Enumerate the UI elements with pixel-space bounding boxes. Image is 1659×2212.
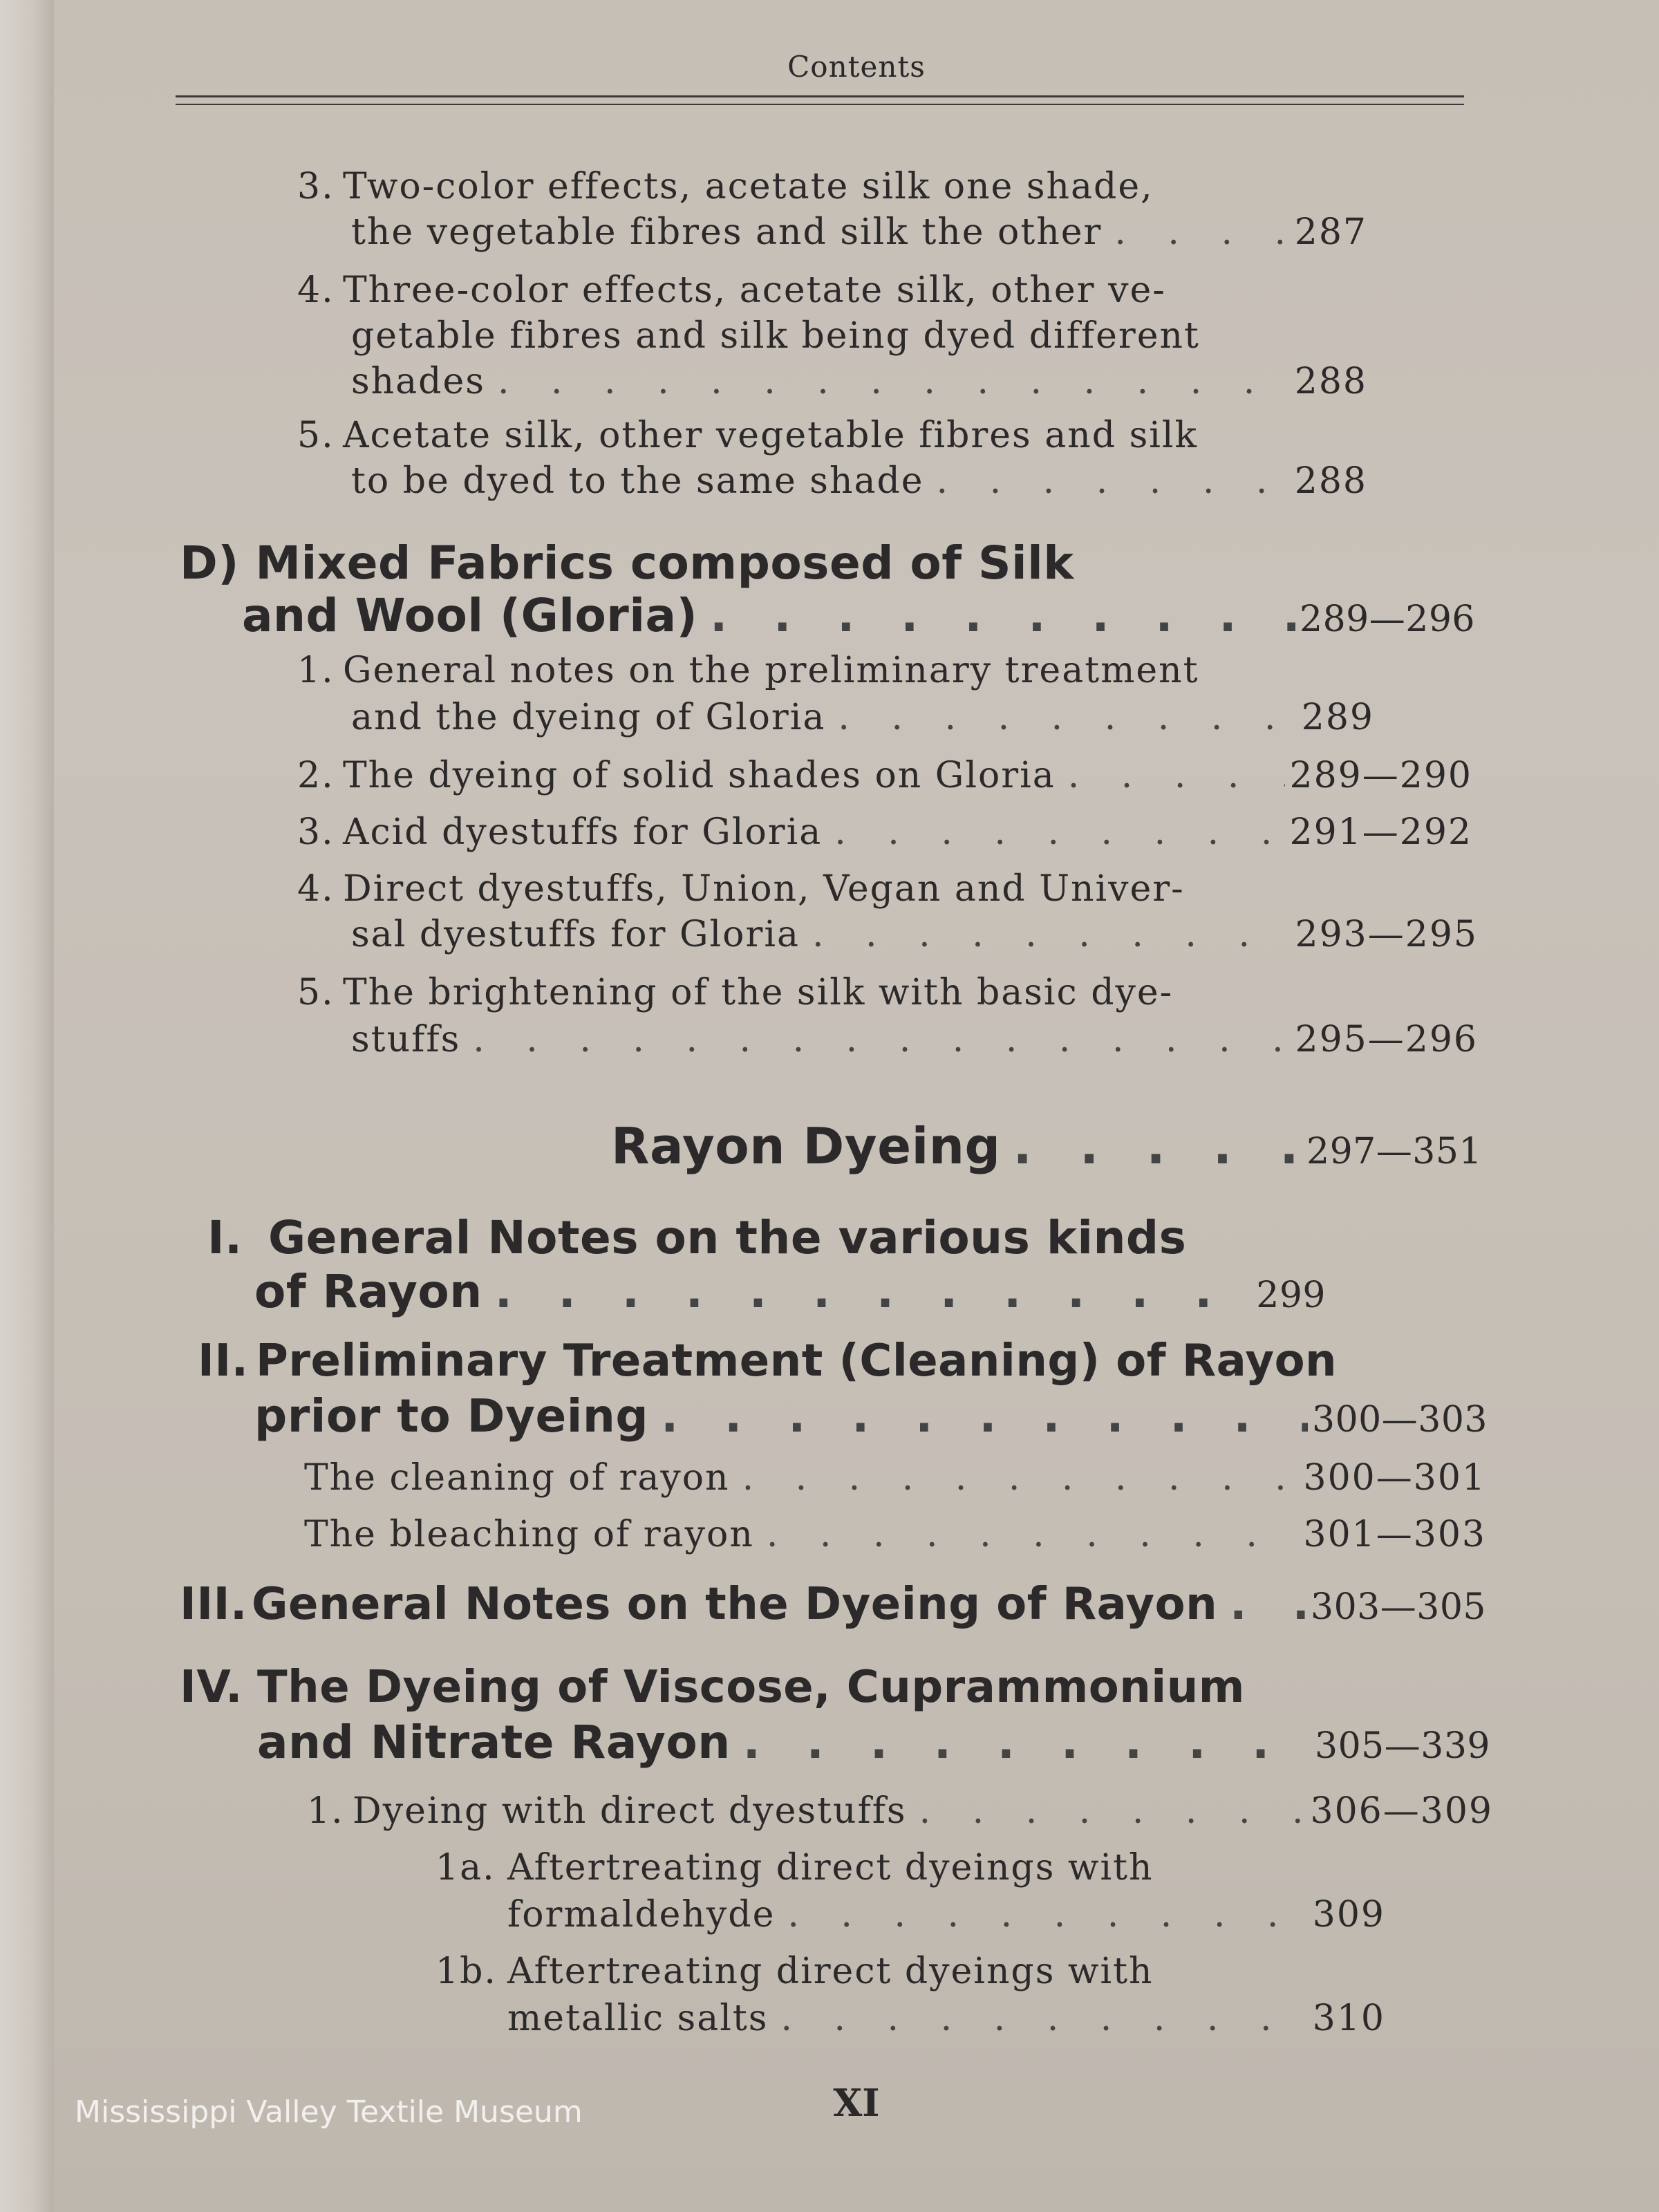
section-title: and Nitrate Rayon (257, 1716, 731, 1769)
leader-dots (775, 1894, 1308, 1936)
toc-entry (351, 914, 1478, 955)
entry-number: 5. (297, 972, 335, 1013)
section-title: General Notes on the various kinds (268, 1211, 1187, 1264)
entry-title: to be dyed to the same shade (351, 460, 924, 502)
toc-entry (297, 650, 1279, 691)
toc-entry (304, 1514, 1486, 1555)
entry-number: 1. (297, 650, 335, 691)
entry-title: Three-color effects, acetate silk, other ve- (343, 270, 1166, 311)
toc-entry (304, 1457, 1486, 1499)
toc-entry (351, 697, 1374, 738)
entry-title: stuffs (351, 1019, 461, 1060)
entry-number: 2. (297, 755, 335, 796)
leader-dots (482, 1265, 1253, 1318)
chapter-heading (611, 1117, 1482, 1175)
leader-dots (1001, 1117, 1302, 1175)
entry-page: 289—290 (1289, 755, 1472, 796)
leader-dots (825, 697, 1297, 738)
entry-title: formaldehyde (507, 1894, 776, 1936)
entry-page: 291—292 (1289, 812, 1472, 853)
leader-dots (800, 914, 1291, 955)
leader-dots (648, 1389, 1308, 1443)
entry-title: and the dyeing of Gloria (351, 697, 826, 738)
section-title: General Notes on the Dyeing of Rayon (252, 1579, 1218, 1630)
leader-dots (697, 589, 1295, 642)
entry-page: 303—305 (1310, 1586, 1486, 1628)
entry-title: sal dyestuffs for Gloria (351, 914, 800, 955)
entry-page: 289 (1301, 697, 1374, 738)
section-number: II. (198, 1335, 249, 1387)
entry-page: 288 (1294, 361, 1367, 402)
entry-title: Acetate silk, other vegetable fibres and silk (343, 415, 1199, 456)
section-number: III. (180, 1579, 247, 1630)
entry-page: 297—351 (1306, 1131, 1482, 1172)
leader-dots (1056, 755, 1286, 796)
section-title: Preliminary Treatment (Cleaning) of Rayon (256, 1335, 1338, 1387)
section-heading (180, 1579, 1486, 1630)
leader-dots (1102, 212, 1290, 253)
leader-dots (768, 1998, 1308, 2039)
entry-title: Two-color effects, acetate silk one shade, (343, 166, 1154, 207)
section-title: The Dyeing of Viscose, Cuprammonium (257, 1662, 1245, 1713)
toc-entry (297, 270, 1279, 311)
leader-dots (730, 1457, 1300, 1499)
entry-title: Aftertreating direct dyeings with (507, 1847, 1154, 1888)
entry-title: Acid dyestuffs for Gloria (343, 812, 823, 853)
section-heading (180, 536, 1147, 590)
running-head: Contents (787, 50, 926, 84)
entry-number: 3. (297, 812, 335, 853)
entry-page: 295—296 (1295, 1019, 1478, 1060)
entry-title: shades (351, 361, 485, 402)
toc-entry (297, 166, 1279, 207)
entry-page: 288 (1294, 460, 1367, 502)
entry-title: getable fibres and silk being dyed different (351, 315, 1200, 357)
toc-entry (351, 1019, 1478, 1060)
entry-title: Aftertreating direct dyeings with (507, 1951, 1154, 1992)
toc-entry (297, 972, 1279, 1013)
entry-title: General notes on the preliminary treatment (343, 650, 1199, 691)
entry-title: Dyeing with direct dyestuffs (353, 1790, 907, 1832)
section-number: IV. (180, 1662, 243, 1713)
leader-dots (907, 1790, 1306, 1832)
page-edge (0, 0, 54, 2212)
section-heading (242, 589, 1475, 642)
toc-entry (507, 1894, 1385, 1936)
leader-dots (822, 812, 1285, 853)
leader-dots (754, 1514, 1300, 1555)
entry-page: 287 (1294, 212, 1367, 253)
leader-dots (924, 460, 1291, 502)
header-rule (176, 95, 1464, 97)
entry-number: 5. (297, 415, 335, 456)
toc-entry (351, 315, 1319, 357)
entry-page: 306—309 (1310, 1790, 1493, 1832)
entry-page: 310 (1312, 1998, 1385, 2039)
toc-entry (507, 1998, 1385, 2039)
section-heading (207, 1211, 1244, 1264)
section-heading (257, 1716, 1490, 1769)
section-title: and Wool (Gloria) (242, 589, 698, 642)
entry-title: the vegetable fibres and silk the other (351, 212, 1103, 253)
section-heading (180, 1662, 1459, 1713)
entry-title: metallic salts (507, 1998, 769, 2039)
entry-number: 3. (297, 166, 335, 207)
toc-entry (351, 460, 1367, 502)
entry-title: The brightening of the silk with basic dye- (343, 972, 1174, 1013)
entry-page: 301—303 (1303, 1514, 1486, 1555)
leader-dots (485, 361, 1291, 402)
toc-entry (351, 212, 1367, 253)
entry-title: The dyeing of solid shades on Gloria (343, 755, 1056, 796)
chapter-title: Rayon Dyeing (611, 1117, 1001, 1175)
section-heading (198, 1335, 1470, 1387)
entry-page: 309 (1312, 1894, 1385, 1936)
entry-number: 1. (307, 1790, 344, 1832)
entry-title: The cleaning of rayon (304, 1457, 730, 1499)
section-title: of Rayon (254, 1265, 482, 1318)
section-title: D) Mixed Fabrics composed of Silk (180, 536, 1074, 590)
toc-entry (297, 755, 1472, 796)
book-page (54, 0, 1659, 2212)
entry-title: The bleaching of rayon (304, 1514, 754, 1555)
section-number: I. (207, 1211, 243, 1264)
entry-page: 299 (1256, 1275, 1326, 1316)
leader-dots (460, 1019, 1291, 1060)
entry-page: 305—339 (1314, 1725, 1490, 1767)
entry-number: 1b. (435, 1951, 497, 1992)
entry-page: 289—296 (1299, 599, 1475, 640)
section-title: prior to Dyeing (254, 1389, 649, 1443)
entry-page: 300—303 (1311, 1399, 1488, 1441)
entry-page: 300—301 (1303, 1457, 1486, 1499)
toc-entry (297, 415, 1279, 456)
toc-entry (297, 868, 1279, 910)
entry-page: 293—295 (1295, 914, 1478, 955)
entry-number: 1a. (435, 1847, 496, 1888)
toc-entry (307, 1790, 1493, 1832)
toc-entry (435, 1847, 1334, 1888)
entry-number: 4. (297, 868, 335, 910)
leader-dots (1217, 1579, 1306, 1630)
entry-title: Direct dyestuffs, Union, Vegan and Univer- (343, 868, 1185, 910)
leader-dots (731, 1716, 1311, 1769)
toc-entry (435, 1951, 1334, 1992)
toc-entry (297, 812, 1472, 853)
section-heading (254, 1389, 1488, 1443)
entry-number: 4. (297, 270, 335, 311)
section-heading (254, 1265, 1326, 1318)
museum-watermark: Mississippi Valley Textile Museum (75, 2094, 583, 2130)
page-number: XI (833, 2081, 880, 2125)
toc-entry (351, 361, 1367, 402)
header-rule-thin (176, 104, 1464, 105)
